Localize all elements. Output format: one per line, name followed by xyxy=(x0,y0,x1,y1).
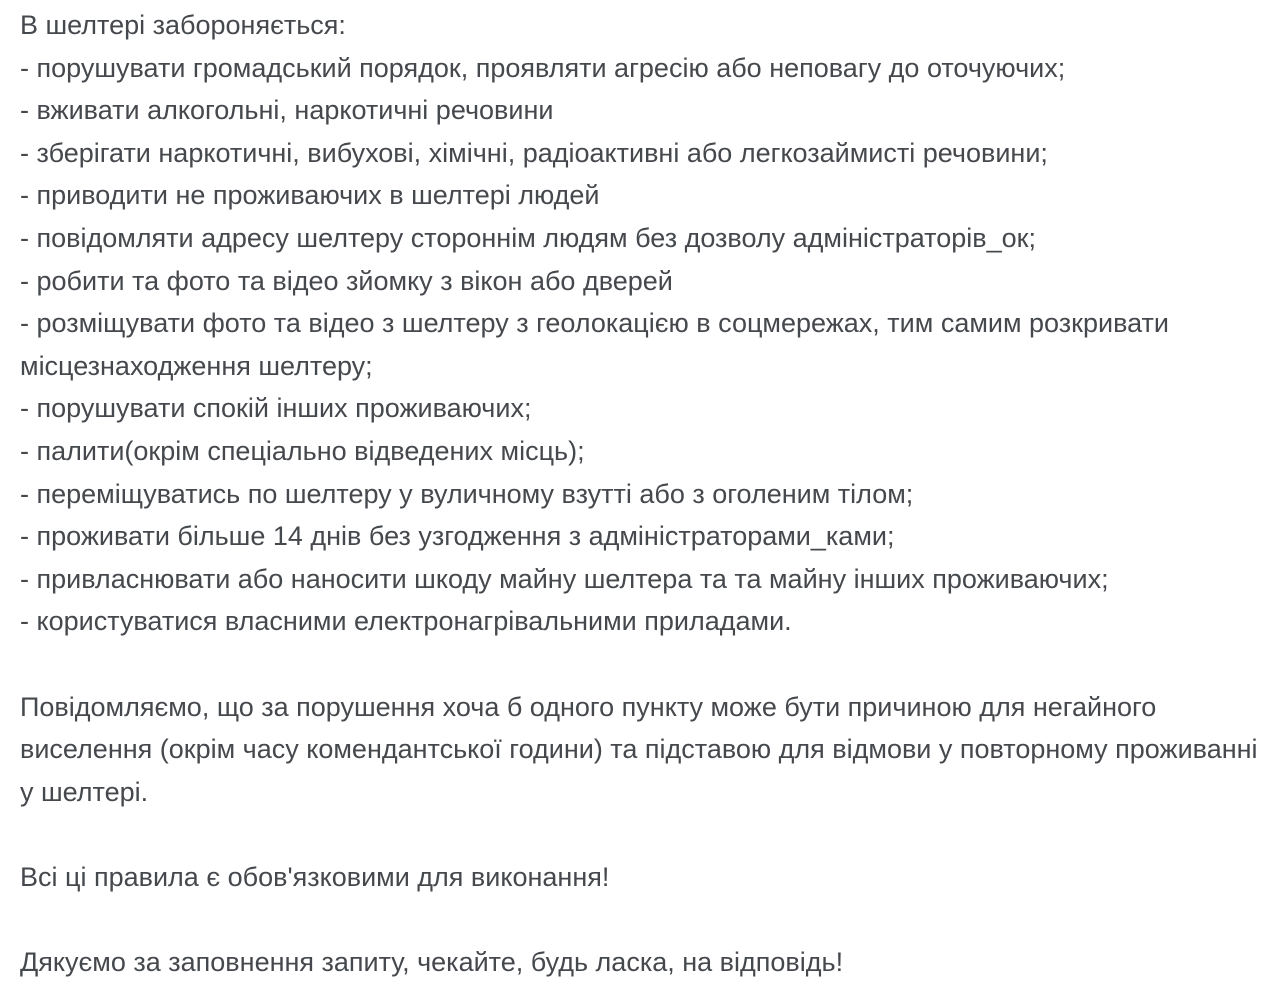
rule-item: - палити(окрім спеціально відведених місць); xyxy=(20,435,585,466)
rule-item: - користуватися власними електронагрівальними приладами. xyxy=(20,606,792,637)
closing-note: Дякуємо за заповнення запиту, чекайте, будь ласка, на відповідь! xyxy=(20,947,844,978)
rule-item: - робити та фото та відео зйомку з вікон або дверей xyxy=(20,265,673,296)
rules-list xyxy=(20,47,1266,643)
rule-item: - зберігати наркотичні, вибухові, хімічні, радіоактивні або легкозаймисті речовини; xyxy=(20,137,1048,168)
rule-item: - повідомляти адресу шелтеру стороннім людям без дозволу адміністраторів_ок; xyxy=(20,222,1036,253)
document-heading: В шелтері забороняється: xyxy=(20,10,346,40)
rule-item: - приводити не проживаючих в шелтері людей xyxy=(20,180,600,211)
rule-item: - порушувати спокій інших проживаючих; xyxy=(20,393,532,424)
rule-item: - переміщуватись по шелтеру у вуличному взутті або з оголеним тілом; xyxy=(20,478,914,509)
mandatory-note: Всі ці правила є обов'язковими для виконання! xyxy=(20,861,610,892)
rule-item: - вживати алкогольні, наркотичні речовини xyxy=(20,95,554,126)
rule-item: - розміщувати фото та відео з шелтеру з геолокацією в соцмережах, тим самим розкривати місцезнаходження шелтеру; xyxy=(20,308,1169,381)
rule-item: - привласнювати або наносити шкоду майну шелтера та та майну інших проживаючих; xyxy=(20,563,1109,594)
rule-item: - проживати більше 14 днів без узгодження з адміністраторами_ками; xyxy=(20,521,895,552)
warning-paragraph: Повідомляємо, що за порушення хоча б одного пункту може бути причиною для негайного виселення (окрім часу комендантської години) та підставою для відмови у повторному проживанні у шелтері. xyxy=(20,691,1258,807)
rule-item: - порушувати громадський порядок, проявляти агресію або неповагу до оточуючих; xyxy=(20,52,1066,83)
